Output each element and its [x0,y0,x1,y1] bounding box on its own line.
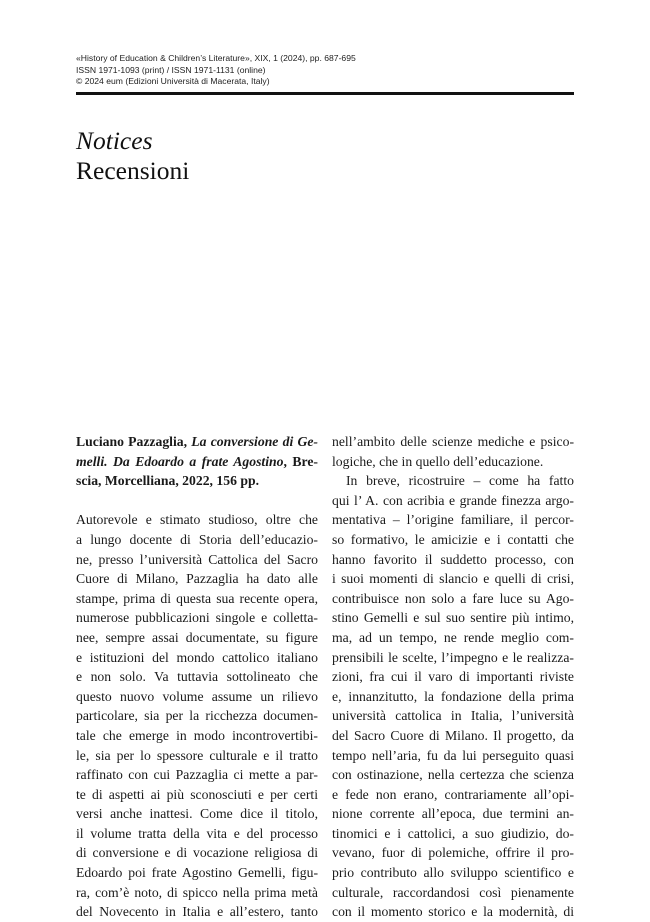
text-line: tale che emerge in modo incontrovertibi- [76,727,318,743]
text-line: so formativo, le amicizie e i contatti che [332,531,574,547]
header-rule [76,92,574,95]
right-column [332,432,574,922]
text-line: culturale, raccordandosi così pienamente [332,884,574,900]
text-line: versi anche inattesi. Come dice il titolo, [76,806,318,822]
citation-title: melli. Da Edoardo a frate Agostino [76,453,284,469]
left-column-body [76,510,318,921]
section-title [76,126,189,186]
issn-line: ISSN 1971-1093 (print) / ISSN 1971-1131 (online) [76,64,266,75]
journal-citation-line: «History of Education & Children’s Literature», XIX, 1 (2024), pp. 687-695 [76,53,356,63]
text-line: prio contributo allo sviluppo scientifico e [332,865,574,881]
text-line: del Sacro Cuore di Milano. Il progetto, da [332,727,574,743]
text-line: tinomici e i cattolici, a suo giudizio, do- [332,825,574,841]
text-line: Autorevole e stimato studioso, oltre che [76,512,318,528]
text-line: questo nuovo volume assume un rilievo [76,688,318,704]
section-title-italian: Recensioni [76,156,190,185]
text-line: e fede non erano, contrariamente all’opi- [332,786,574,802]
text-line: numerose pubblicazioni singole e colletta- [76,610,318,626]
text-line: tempo nell’aria, fu da lui perseguito quasi [332,747,574,763]
text-line: con ostinazione, nella certezza che scienza [332,767,574,783]
text-line: nee, sempre assai documentate, su figure [76,629,318,645]
text-line: particolare, sia per la ricchezza documen- [76,708,318,724]
text-line: In breve, ricostruire – come ha fatto [346,473,574,489]
text-line: le, sia per lo spessore culturale e il tratto [76,747,318,763]
text-line: con il momento storico e la modernità, di [332,904,574,920]
text-line: e istituzioni del mondo cattolico italiano [76,649,318,665]
text-line: ne, presso l’università Cattolica del Sacro [76,551,318,567]
text-line: i suoi momenti di slancio e quelli di crisi, [332,571,574,587]
text-line: Cuore di Milano, Pazzaglia ha dato alle [76,571,318,587]
book-citation [76,432,318,491]
citation-publisher: , Bre- [283,453,318,469]
citation-line [76,452,318,472]
citation-title: La conversione di Ge- [191,434,318,449]
text-line: hanno favorito il suddetto processo, con [332,551,574,567]
text-line: stampe, prima di questa sua recente opera, [76,590,318,606]
text-line: il volume tratta della vita e del processo [76,825,318,841]
paragraph-gap [76,491,318,511]
right-column-body [332,432,574,922]
text-line: vevano, fuor di polemiche, offrire il pro- [332,845,574,861]
text-line: te di aspetti ai più sconosciuti e per certi [76,786,318,802]
text-line: e, innanzitutto, la fondazione della prima [332,688,574,704]
text-line: università cattolica in Italia, l’università [332,708,574,724]
text-line: contribuisce non solo a fare luce su Ago- [332,590,574,606]
text-line: nell’ambito delle scienze mediche e psico- [332,434,574,449]
text-line: del Novecento in Italia e all’estero, tanto [76,904,318,920]
text-line: a lungo docente di Storia dell’educazio- [76,531,318,547]
text-line: stino Gemelli e sul suo sentire più intimo, [332,610,574,626]
text-line: Edoardo poi frate Agostino Gemelli, figu- [76,865,318,881]
text-line: zioni, fra cui il varo di importanti riviste [332,669,574,685]
citation-author: Luciano Pazzaglia, [76,434,192,449]
section-title-english: Notices [76,126,153,155]
text-line: di conversione e di vocazione religiosa di [76,845,318,861]
text-line: mentativa – l’origine familiare, il percor- [332,512,574,528]
text-line: qui l’ A. con acribia e grande finezza argo- [332,492,574,508]
citation-line: scia, Morcelliana, 2022, 156 pp. [76,473,260,489]
text-line: logiche, che in quello dell’educazione. [332,453,544,469]
citation-line [76,432,318,452]
left-column [76,432,318,922]
copyright-line: © 2024 eum (Edizioni Università di Macerata, Italy) [76,76,270,87]
text-line: ma, ad un tempo, ne rende meglio com- [332,629,574,645]
text-line: prensibili le scelte, l’impegno e le realizza- [332,649,574,665]
text-line: e non solo. Va tuttavia sottolineato che [76,669,318,685]
text-line: raffinato con cui Pazzaglia ci mette a par- [76,767,318,783]
text-line: nione corrente all’epoca, due termini an- [332,806,574,822]
journal-header [76,53,356,88]
text-line: ra, com’è noto, di spicco nella prima metà [76,884,318,900]
